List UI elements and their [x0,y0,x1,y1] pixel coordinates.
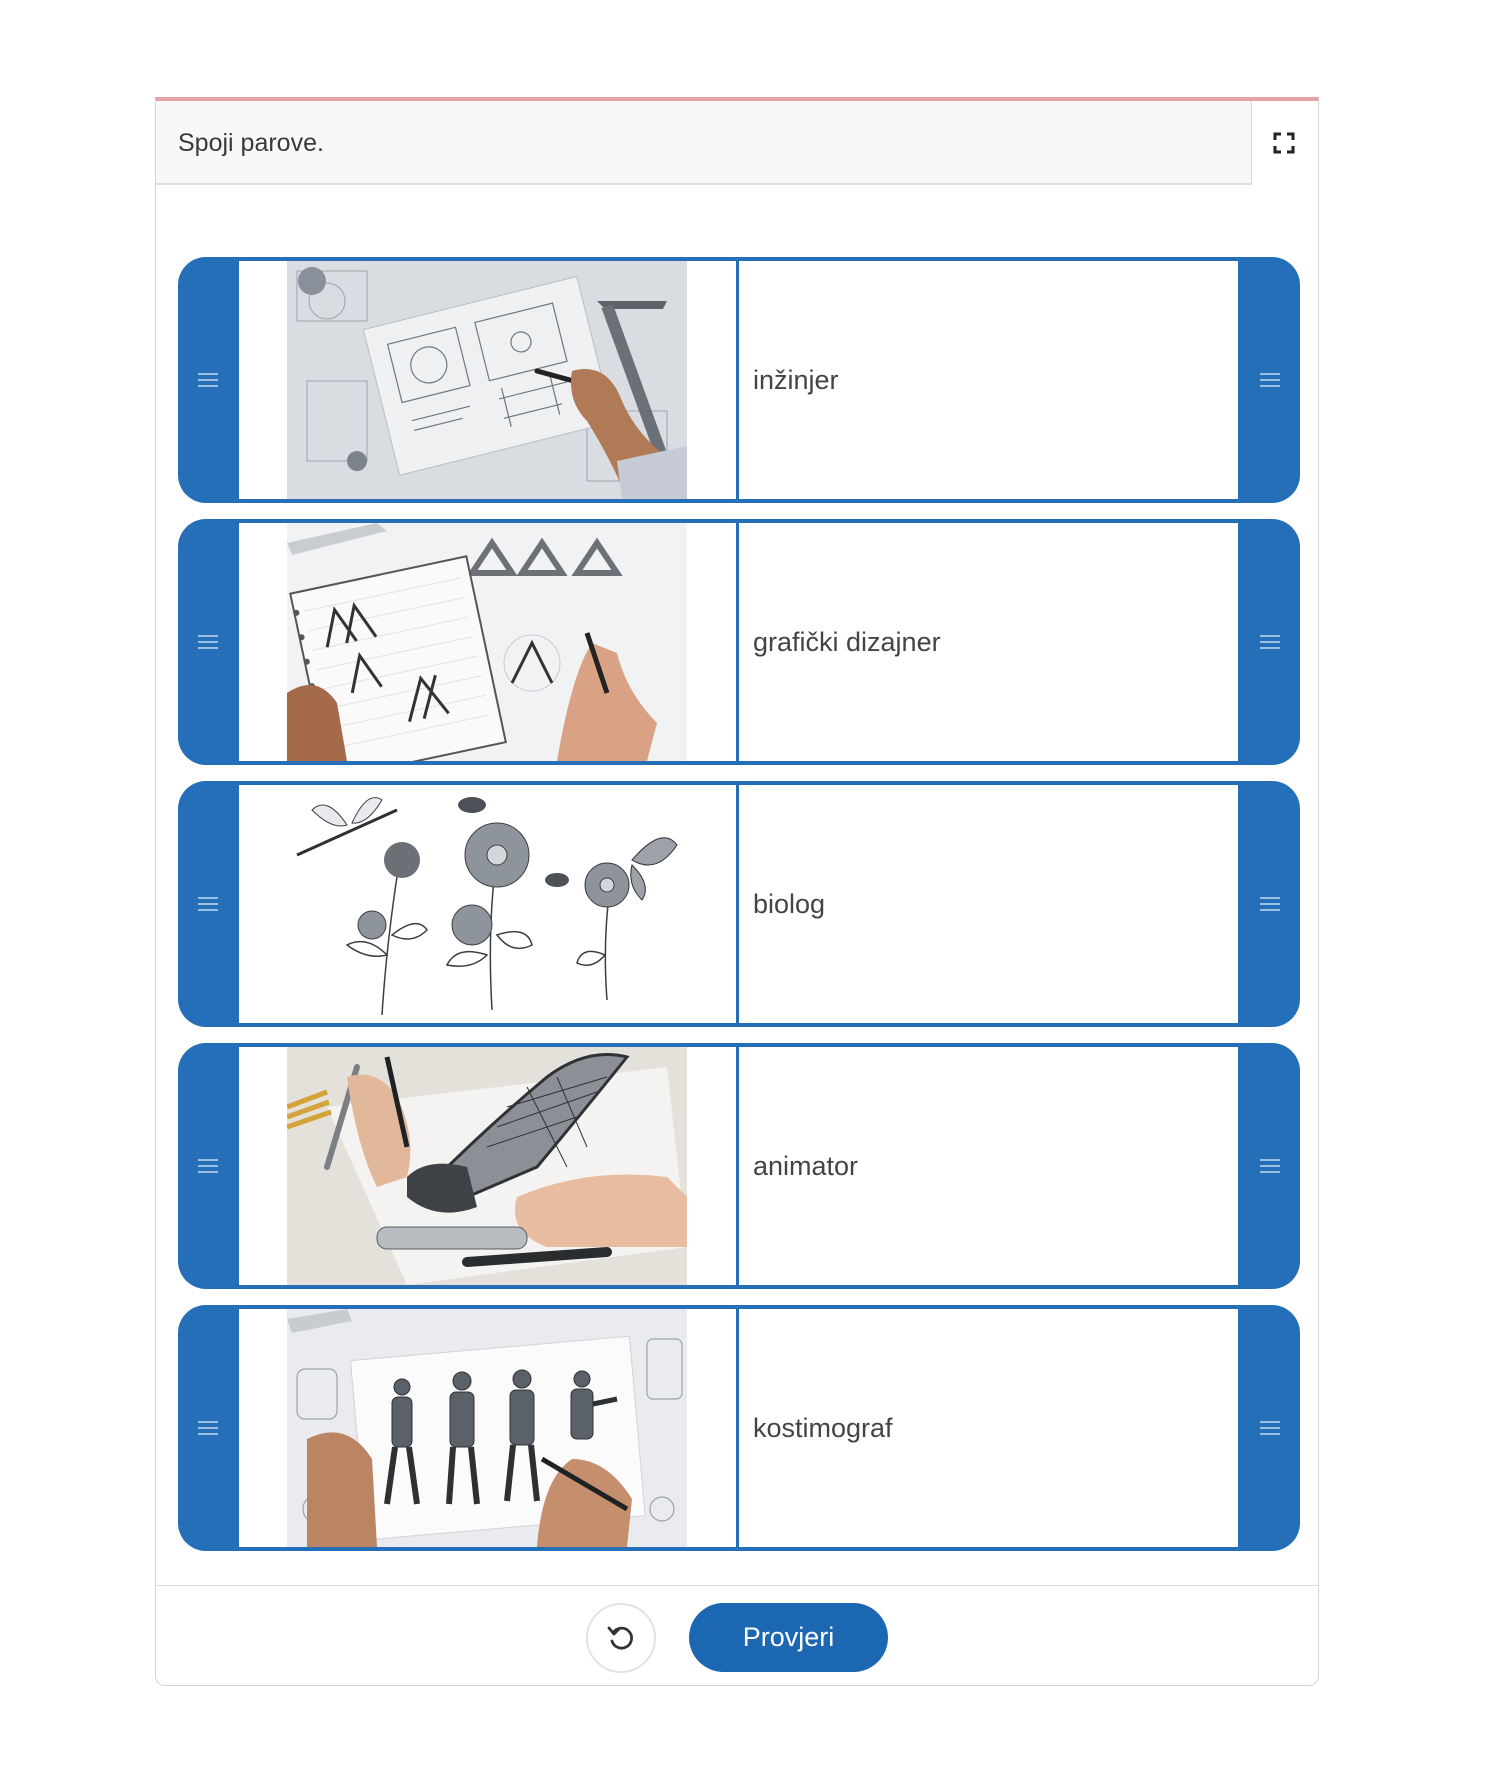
pair-label: grafički dizajner [753,626,941,657]
drag-handle-left[interactable] [178,257,238,503]
drag-handle-left[interactable] [178,1305,238,1551]
drag-handle-icon [1260,1159,1280,1173]
fullscreen-icon [1273,132,1295,154]
task-footer [156,1585,1318,1686]
drag-handle-icon [1260,635,1280,649]
drag-handle-icon [1260,897,1280,911]
drag-handle-right[interactable] [1240,1043,1300,1289]
drag-handle-right[interactable] [1240,257,1300,503]
task-header [156,101,1252,185]
reset-icon [607,1624,635,1652]
character-sketches-drawing-image [287,1309,687,1547]
pair-row[interactable] [178,519,1300,765]
fullscreen-button[interactable] [1264,123,1304,163]
pair-image-cell [239,1309,736,1547]
drag-handle-left[interactable] [178,1043,238,1289]
pair-label-cell [739,261,1238,499]
drag-handle-right[interactable] [1240,519,1300,765]
pair-label: inžinjer [753,364,839,395]
botanical-insects-illustration-image [287,785,687,1023]
pair-image-cell [239,1047,736,1285]
drag-handle-icon [198,897,218,911]
pair-image-cell [239,785,736,1023]
reset-button[interactable] [586,1603,656,1673]
drag-handle-left[interactable] [178,781,238,1027]
logo-sketchbook-drawing-image [287,523,687,761]
drag-handle-left[interactable] [178,519,238,765]
drag-handle-icon [198,1159,218,1173]
pair-image-cell [239,261,736,499]
pair-label: animator [753,1150,859,1181]
pair-image-cell [239,523,736,761]
pair-label-cell [739,785,1238,1023]
drag-handle-right[interactable] [1240,781,1300,1027]
drag-handle-icon [1260,1421,1280,1435]
pair-label-cell [739,523,1238,761]
drag-handle-icon [198,1421,218,1435]
drag-handle-right[interactable] [1240,1305,1300,1551]
engineer-blueprint-drawing-image [287,261,687,499]
pairs-list [178,257,1300,1567]
pair-row[interactable] [178,1043,1300,1289]
drag-handle-icon [198,635,218,649]
pair-row[interactable] [178,781,1300,1027]
pair-row[interactable] [178,257,1300,503]
check-button[interactable]: Provjeri [689,1603,888,1672]
pair-row[interactable] [178,1305,1300,1551]
drag-handle-icon [1260,373,1280,387]
drag-handle-icon [198,373,218,387]
pair-label: biolog [753,888,826,919]
pair-label-cell [739,1309,1238,1547]
task-title: Spoji parove. [178,129,324,157]
pair-label-cell [739,1047,1238,1285]
task-card [155,97,1319,1686]
glove-marker-sketch-image [287,1047,687,1285]
pair-label: kostimograf [753,1412,893,1443]
